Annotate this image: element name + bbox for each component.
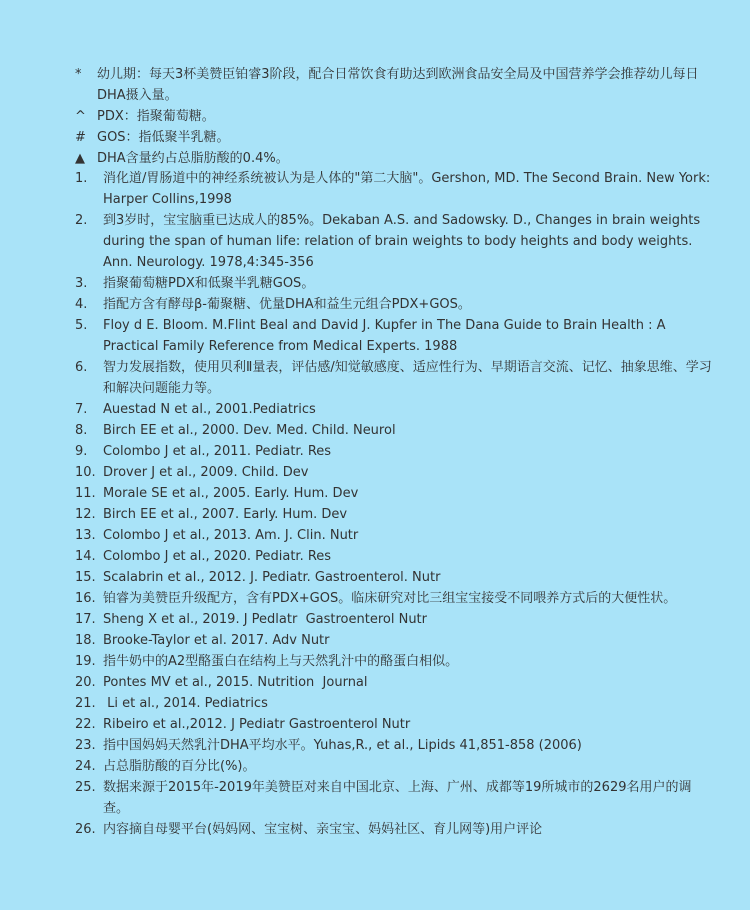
reference-item [75, 210, 715, 273]
reference-number: 3. [75, 276, 88, 291]
reference-text: Floy d E. Bloom. M.Flint Beal and David J. Kupfer in The Dana Guide to Brain Health : A Practical Family Reference from Medical Experts. 1988 [103, 318, 670, 354]
footnote-text: DHA含量约占总脂肪酸的0.4%。 [97, 151, 289, 166]
reference-text: Pontes MV et al., 2015. Nutrition Journal [103, 675, 368, 690]
reference-text: 指牛奶中的A2型酪蛋白在结构上与天然乳汁中的酪蛋白相似。 [103, 654, 459, 669]
reference-item [75, 672, 715, 693]
reference-number: 10. [75, 465, 96, 480]
reference-item [75, 462, 715, 483]
reference-text: 指配方含有酵母β-葡聚糖、优量DHA和益生元组合PDX+GOS。 [103, 297, 471, 312]
footnote-text: GOS：指低聚半乳糖。 [97, 130, 230, 145]
reference-item [75, 714, 715, 735]
reference-number: 12. [75, 507, 96, 522]
reference-item [75, 735, 715, 756]
reference-item [75, 357, 715, 399]
footnote-marker: ^ [75, 109, 86, 124]
footnote-item [75, 64, 715, 106]
reference-item [75, 756, 715, 777]
reference-text: 指中国妈妈天然乳汁DHA平均水平。Yuhas,R., et al., Lipids 41,851-858 (2006) [103, 738, 582, 753]
reference-item [75, 693, 715, 714]
reference-number: 16. [75, 591, 96, 606]
reference-number: 5. [75, 318, 88, 333]
reference-item [75, 441, 715, 462]
reference-number: 15. [75, 570, 96, 585]
reference-item [75, 630, 715, 651]
reference-number: 26. [75, 822, 96, 837]
reference-item [75, 651, 715, 672]
footnote-item [75, 127, 715, 148]
reference-number: 6. [75, 360, 88, 375]
reference-item [75, 504, 715, 525]
reference-list [75, 168, 715, 840]
footnote-marker: # [75, 130, 86, 145]
reference-number: 8. [75, 423, 88, 438]
footnote-list [75, 64, 715, 169]
reference-number: 25. [75, 780, 96, 795]
reference-number: 22. [75, 717, 96, 732]
reference-text: 数据来源于2015年-2019年美赞臣对来自中国北京、上海、广州、成都等19所城市的2629名用户的调查。 [103, 780, 692, 816]
reference-number: 20. [75, 675, 96, 690]
reference-number: 7. [75, 402, 88, 417]
reference-text: 到3岁时，宝宝脑重已达成人的85%。Dekaban A.S. and Sadowsky. D., Changes in brain weights during the span of human life: relation of brain weights to body heights and body weights. Ann. Neurology. 1978,4:345-356 [103, 213, 705, 270]
reference-text: Sheng X et al., 2019. J Pedlatr Gastroenterol Nutr [103, 612, 427, 627]
reference-item [75, 483, 715, 504]
footnote-item [75, 148, 715, 169]
reference-number: 4. [75, 297, 88, 312]
reference-number: 9. [75, 444, 88, 459]
reference-number: 23. [75, 738, 96, 753]
footnote-item [75, 106, 715, 127]
reference-item [75, 546, 715, 567]
reference-item [75, 294, 715, 315]
footnote-text: PDX：指聚葡萄糖。 [97, 109, 215, 124]
reference-item [75, 567, 715, 588]
footnote-text: 幼儿期：每天3杯美赞臣铂睿3阶段，配合日常饮食有助达到欧洲食品安全局及中国营养学会推荐幼儿每日DHA摄入量。 [97, 67, 699, 103]
reference-item [75, 315, 715, 357]
footnote-marker: ▲ [75, 151, 85, 166]
reference-item [75, 777, 715, 819]
reference-number: 19. [75, 654, 96, 669]
reference-item [75, 168, 715, 210]
reference-item [75, 273, 715, 294]
reference-text: Li et al., 2014. Pediatrics [103, 696, 268, 711]
reference-text: Colombo J et al., 2013. Am. J. Clin. Nutr [103, 528, 359, 543]
reference-number: 1. [75, 171, 88, 186]
reference-text: 智力发展指数，使用贝利Ⅱ量表，评估感/知觉敏感度、适应性行为、早期语言交流、记忆、抽象思维、学习和解决问题能力等。 [103, 360, 712, 396]
reference-text: Birch EE et al., 2000. Dev. Med. Child. Neurol [103, 423, 396, 438]
reference-text: 铂睿为美赞臣升级配方，含有PDX+GOS。临床研究对比三组宝宝接受不同喂养方式后的大便性状。 [103, 591, 677, 606]
footnote-marker: * [75, 67, 82, 82]
reference-number: 2. [75, 213, 88, 228]
reference-item [75, 588, 715, 609]
reference-item [75, 525, 715, 546]
reference-number: 14. [75, 549, 96, 564]
reference-number: 17. [75, 612, 96, 627]
reference-item [75, 399, 715, 420]
reference-text: Drover J et al., 2009. Child. Dev [103, 465, 309, 480]
reference-number: 13. [75, 528, 96, 543]
reference-number: 21. [75, 696, 96, 711]
reference-item [75, 609, 715, 630]
reference-text: Brooke-Taylor et al. 2017. Adv Nutr [103, 633, 330, 648]
reference-text: Scalabrin et al., 2012. J. Pediatr. Gastroenterol. Nutr [103, 570, 441, 585]
reference-item [75, 819, 715, 840]
reference-number: 11. [75, 486, 96, 501]
reference-text: 指聚葡萄糖PDX和低聚半乳糖GOS。 [103, 276, 315, 291]
reference-number: 18. [75, 633, 96, 648]
reference-text: 内容摘自母婴平台(妈妈网、宝宝树、亲宝宝、妈妈社区、育儿网等)用户评论 [103, 822, 543, 837]
reference-text: Morale SE et al., 2005. Early. Hum. Dev [103, 486, 359, 501]
reference-text: Ribeiro et al.,2012. J Pediatr Gastroenterol Nutr [103, 717, 411, 732]
reference-item [75, 420, 715, 441]
reference-text: 占总脂肪酸的百分比(%)。 [103, 759, 256, 774]
reference-text: Auestad N et al., 2001.Pediatrics [103, 402, 316, 417]
reference-text: Birch EE et al., 2007. Early. Hum. Dev [103, 507, 348, 522]
reference-text: 消化道/胃肠道中的神经系统被认为是人体的"第二大脑"。Gershon, MD. The Second Brain. New York: Harper Collins,1998 [103, 171, 715, 207]
reference-number: 24. [75, 759, 96, 774]
reference-text: Colombo J et al., 2011. Pediatr. Res [103, 444, 332, 459]
reference-text: Colombo J et al., 2020. Pediatr. Res [103, 549, 332, 564]
